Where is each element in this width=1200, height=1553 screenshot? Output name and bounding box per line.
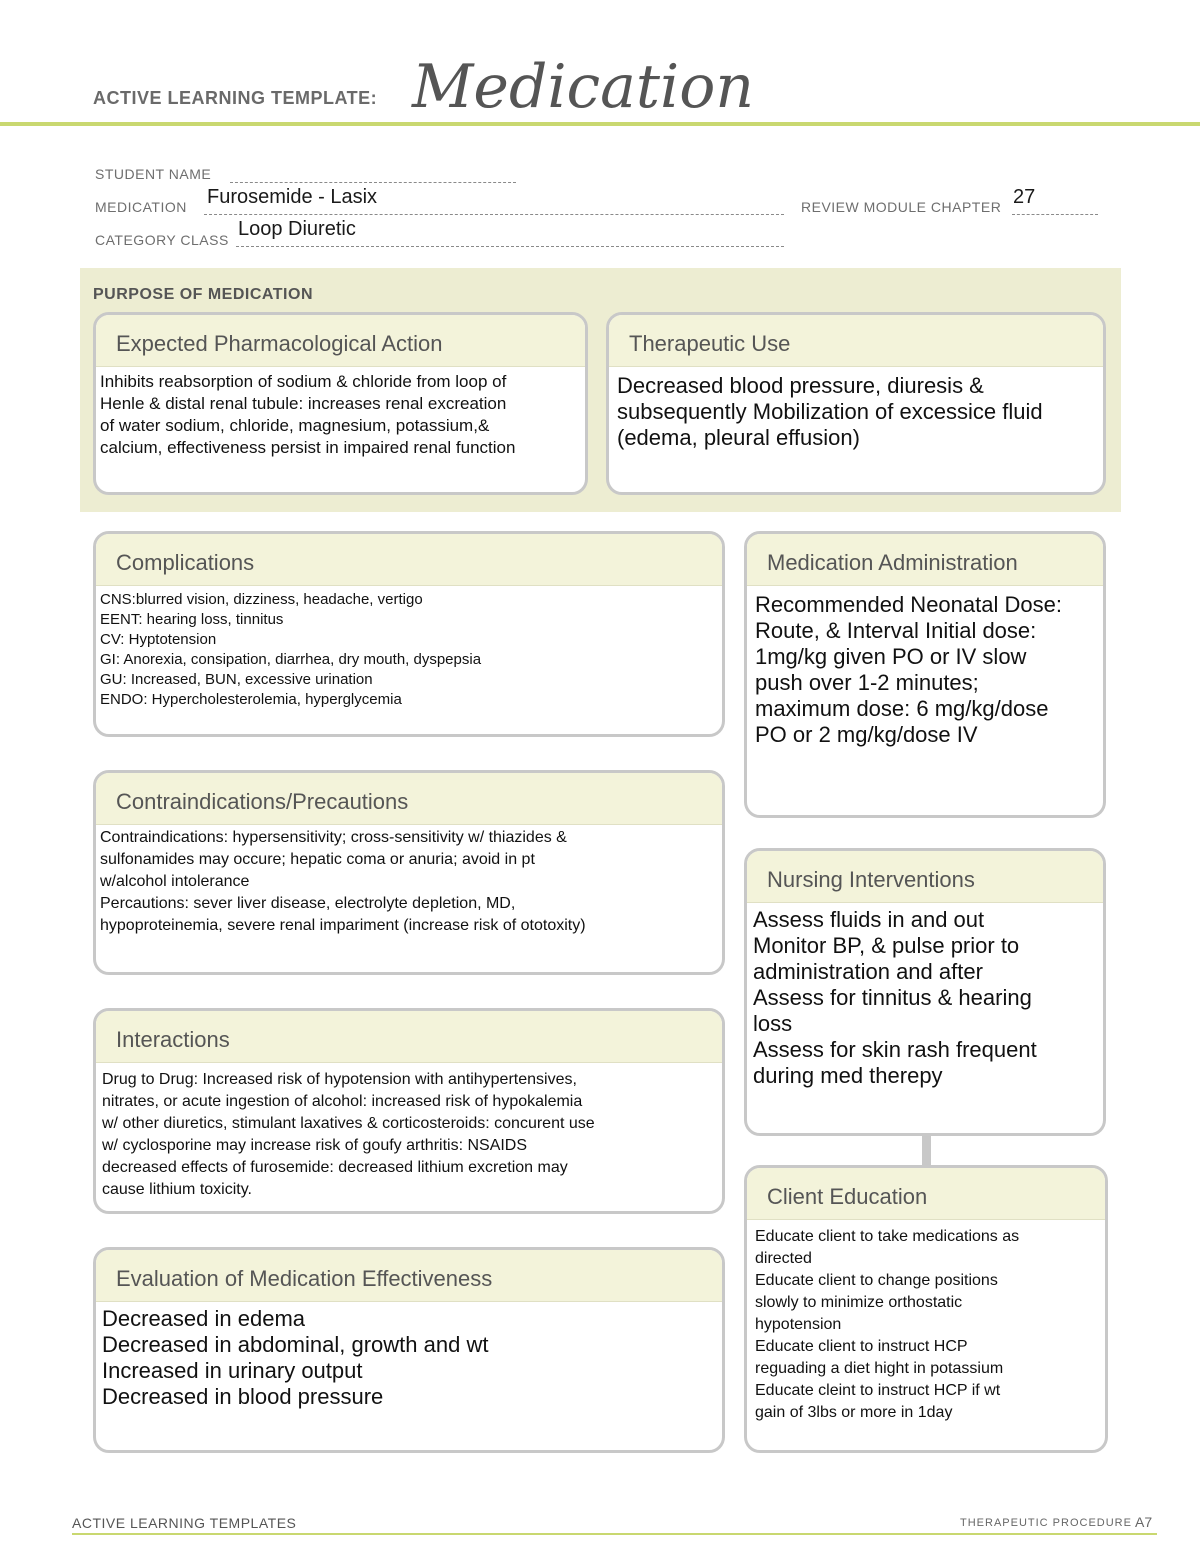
client-education-card xyxy=(744,1165,1108,1453)
text-line: GI: Anorexia, consipation, diarrhea, dry mouth, dyspepsia xyxy=(100,651,482,668)
client-education-text[interactable] xyxy=(747,1220,1105,1424)
category-class-value: Loop Diuretic xyxy=(238,218,356,240)
text-line: maximum dose: 6 mg/kg/dose xyxy=(755,696,1049,721)
text-line: Drug to Drug: Increased risk of hypotension with antihypertensives, xyxy=(102,1071,577,1088)
contraindications-title: Contraindications/Precautions xyxy=(96,773,722,825)
text-line: w/alcohol intolerance xyxy=(100,873,250,890)
footer-right: THERAPEUTIC PROCEDURE xyxy=(960,1517,1132,1529)
template-label: ACTIVE LEARNING TEMPLATE: xyxy=(93,88,378,108)
text-line: decreased effects of furosemide: decreased lithium excretion may xyxy=(102,1159,568,1176)
text-line: directed xyxy=(755,1250,812,1267)
evaluation-title: Evaluation of Medication Effectiveness xyxy=(96,1250,722,1302)
text-line: loss xyxy=(753,1011,793,1036)
text-line: Decreased in blood pressure xyxy=(102,1384,384,1409)
nursing-interventions-text[interactable] xyxy=(747,903,1103,1089)
text-line: Decreased in edema xyxy=(102,1306,306,1331)
purpose-title: PURPOSE OF MEDICATION xyxy=(93,286,313,303)
text-line: calcium, effectiveness persist in impaired renal function xyxy=(100,438,516,457)
text-line: Assess for skin rash frequent xyxy=(753,1037,1037,1062)
student-name-field[interactable] xyxy=(230,162,516,183)
text-line: slowly to minimize orthostatic xyxy=(755,1294,963,1311)
page-number: A7 xyxy=(1135,1514,1153,1530)
text-line: (edema, pleural effusion) xyxy=(617,425,860,450)
expected-action-text[interactable] xyxy=(96,367,585,459)
text-line: Henle & distal renal tubule: increases renal excreation xyxy=(100,394,507,413)
review-module-value: 27 xyxy=(1013,186,1036,208)
text-line: Route, & Interval Initial dose: xyxy=(755,618,1037,643)
text-line: CNS:blurred vision, dizziness, headache, vertigo xyxy=(100,591,423,608)
text-line: Educate cleint to instruct HCP if wt xyxy=(755,1382,1001,1399)
complications-title: Complications xyxy=(96,534,722,586)
text-line: w/ other diuretics, stimulant laxatives & corticosteroids: concurent use xyxy=(102,1115,595,1132)
text-line: Educate client to instruct HCP xyxy=(755,1338,968,1355)
text-line: nitrates, or acute ingestion of alcohol: increased risk of hypokalemia xyxy=(102,1093,583,1110)
interactions-card xyxy=(93,1008,725,1214)
text-line: during med therepy xyxy=(753,1063,943,1088)
text-line: 1mg/kg given PO or IV slow xyxy=(755,644,1027,669)
administration-card xyxy=(744,531,1106,818)
administration-text[interactable] xyxy=(747,586,1103,748)
nursing-interventions-card xyxy=(744,848,1106,1136)
text-line: Educate client to change positions xyxy=(755,1272,998,1289)
nursing-interventions-title: Nursing Interventions xyxy=(747,851,1103,903)
therapeutic-use-title: Therapeutic Use xyxy=(609,315,1103,367)
page-title: Medication xyxy=(412,52,754,122)
text-line: CV: Hyptotension xyxy=(100,631,217,648)
footer-left: ACTIVE LEARNING TEMPLATES xyxy=(72,1515,297,1531)
text-line: Increased in urinary output xyxy=(102,1358,363,1383)
medication-value: Furosemide - Lasix xyxy=(207,186,378,208)
text-line: w/ cyclosporine may increase risk of goufy arthritis: NSAIDS xyxy=(102,1137,528,1154)
student-name-label: STUDENT NAME xyxy=(95,166,212,182)
client-education-title: Client Education xyxy=(747,1168,1105,1220)
text-line: Monitor BP, & pulse prior to xyxy=(753,933,1020,958)
text-line: of water sodium, chloride, magnesium, potassium,& xyxy=(100,416,490,435)
text-line: gain of 3lbs or more in 1day xyxy=(755,1404,953,1421)
text-line: Decreased blood pressure, diuresis & xyxy=(617,373,984,398)
text-line: reguading a diet hight in potassium xyxy=(755,1360,1004,1377)
text-line: sulfonamides may occure; hepatic coma or anuria; avoid in pt xyxy=(100,851,535,868)
footer-divider xyxy=(72,1533,1157,1535)
review-module-label: REVIEW MODULE CHAPTER xyxy=(801,199,1002,215)
administration-title: Medication Administration xyxy=(747,534,1103,586)
text-line: Recommended Neonatal Dose: xyxy=(755,592,1062,617)
text-line: ENDO: Hypercholesterolemia, hyperglycemia xyxy=(100,691,402,708)
evaluation-card xyxy=(93,1247,725,1453)
text-line: hypoproteinemia, severe renal impariment (increase risk of ototoxity) xyxy=(100,917,586,934)
text-line: GU: Increased, BUN, excessive urination xyxy=(100,671,373,688)
medication-label: MEDICATION xyxy=(95,199,187,215)
category-class-label: CATEGORY CLASS xyxy=(95,232,229,248)
contraindications-card xyxy=(93,770,725,975)
text-line: administration and after xyxy=(753,959,983,984)
text-line: Assess fluids in and out xyxy=(753,907,985,932)
header-divider xyxy=(0,122,1200,126)
text-line: subsequently Mobilization of excessice fluid xyxy=(617,399,1043,424)
contraindications-text[interactable] xyxy=(96,825,722,937)
text-line: Inhibits reabsorption of sodium & chloride from loop of xyxy=(100,372,507,391)
card-connector xyxy=(922,1136,931,1166)
therapeutic-use-text[interactable] xyxy=(609,367,1103,451)
evaluation-text[interactable] xyxy=(96,1302,722,1410)
text-line: EENT: hearing loss, tinnitus xyxy=(100,611,284,628)
text-line: Percautions: sever liver disease, electrolyte depletion, MD, xyxy=(100,895,516,912)
therapeutic-use-card xyxy=(606,312,1106,495)
interactions-text[interactable] xyxy=(96,1063,722,1201)
complications-text[interactable] xyxy=(96,586,722,710)
text-line: hypotension xyxy=(755,1316,842,1333)
text-line: PO or 2 mg/kg/dose IV xyxy=(755,722,978,747)
interactions-title: Interactions xyxy=(96,1011,722,1063)
text-line: cause lithium toxicity. xyxy=(102,1181,252,1198)
text-line: Contraindications: hypersensitivity; cross-sensitivity w/ thiazides & xyxy=(100,829,567,846)
expected-action-card xyxy=(93,312,588,495)
text-line: Assess for tinnitus & hearing xyxy=(753,985,1032,1010)
expected-action-title: Expected Pharmacological Action xyxy=(96,315,585,367)
text-line: push over 1-2 minutes; xyxy=(755,670,979,695)
text-line: Educate client to take medications as xyxy=(755,1228,1020,1245)
text-line: Decreased in abdominal, growth and wt xyxy=(102,1332,489,1357)
complications-card xyxy=(93,531,725,737)
